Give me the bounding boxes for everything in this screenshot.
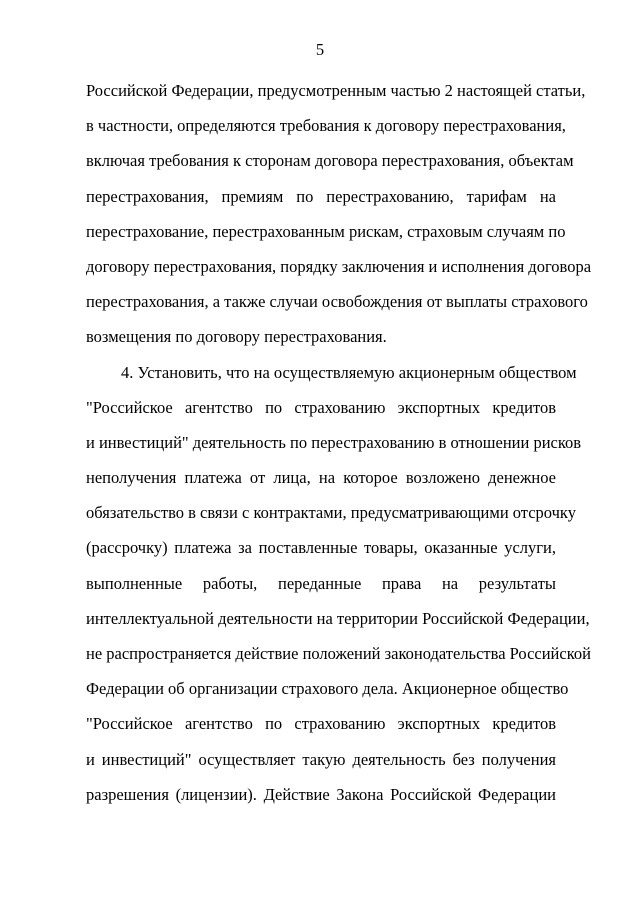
text-line: включая требования к сторонам договора перестрахования, объектам <box>86 151 574 171</box>
text-line: Федерации об организации страхового дела. Акционерное общество <box>86 679 569 699</box>
text-line: и инвестиций" осуществляет такую деятельность без получения <box>86 749 556 769</box>
page-number: 5 <box>315 40 325 59</box>
text-line: обязательство в связи с контрактами, предусматривающими отсрочку <box>86 503 576 523</box>
text-line: (рассрочку) платежа за поставленные товары, оказанные услуги, <box>86 538 556 558</box>
text-line: перестрахования, премиям по перестрахованию, тарифам на <box>86 186 556 206</box>
text-line: Российской Федерации, предусмотренным частью 2 настоящей статьи, <box>86 81 586 100</box>
text-line: и инвестиций" деятельность по перестрахованию в отношении рисков <box>86 432 582 452</box>
text-line: "Российское агентство по страхованию экспортных кредитов <box>86 714 556 734</box>
text-line: возмещения по договору перестрахования. <box>86 327 387 347</box>
text-line: разрешения (лицензии). Действие Закона Российской Федерации <box>86 784 556 804</box>
text-line: "Российское агентство по страхованию экспортных кредитов <box>86 397 556 417</box>
text-line: договору перестрахования, порядку заключения и исполнения договора <box>86 256 592 276</box>
text-line: не распространяется действие положений законодательства Российской <box>86 644 591 663</box>
document-body <box>86 80 592 819</box>
text-line: в частности, определяются требования к договору перестрахования, <box>86 116 566 136</box>
text-line: выполненные работы, переданные права на результаты <box>86 573 556 593</box>
text-line: перестрахования, а также случаи освобождения от выплаты страхового <box>86 292 588 312</box>
text-line: неполучения платежа от лица, на которое возложено денежное <box>86 468 556 488</box>
text-line: перестрахование, перестрахованным рискам, страховым случаям по <box>86 221 566 241</box>
text-line: интеллектуальной деятельности на территории Российской Федерации, <box>86 608 590 628</box>
text-line: 4. Установить, что на осуществляемую акционерным обществом <box>121 362 577 382</box>
